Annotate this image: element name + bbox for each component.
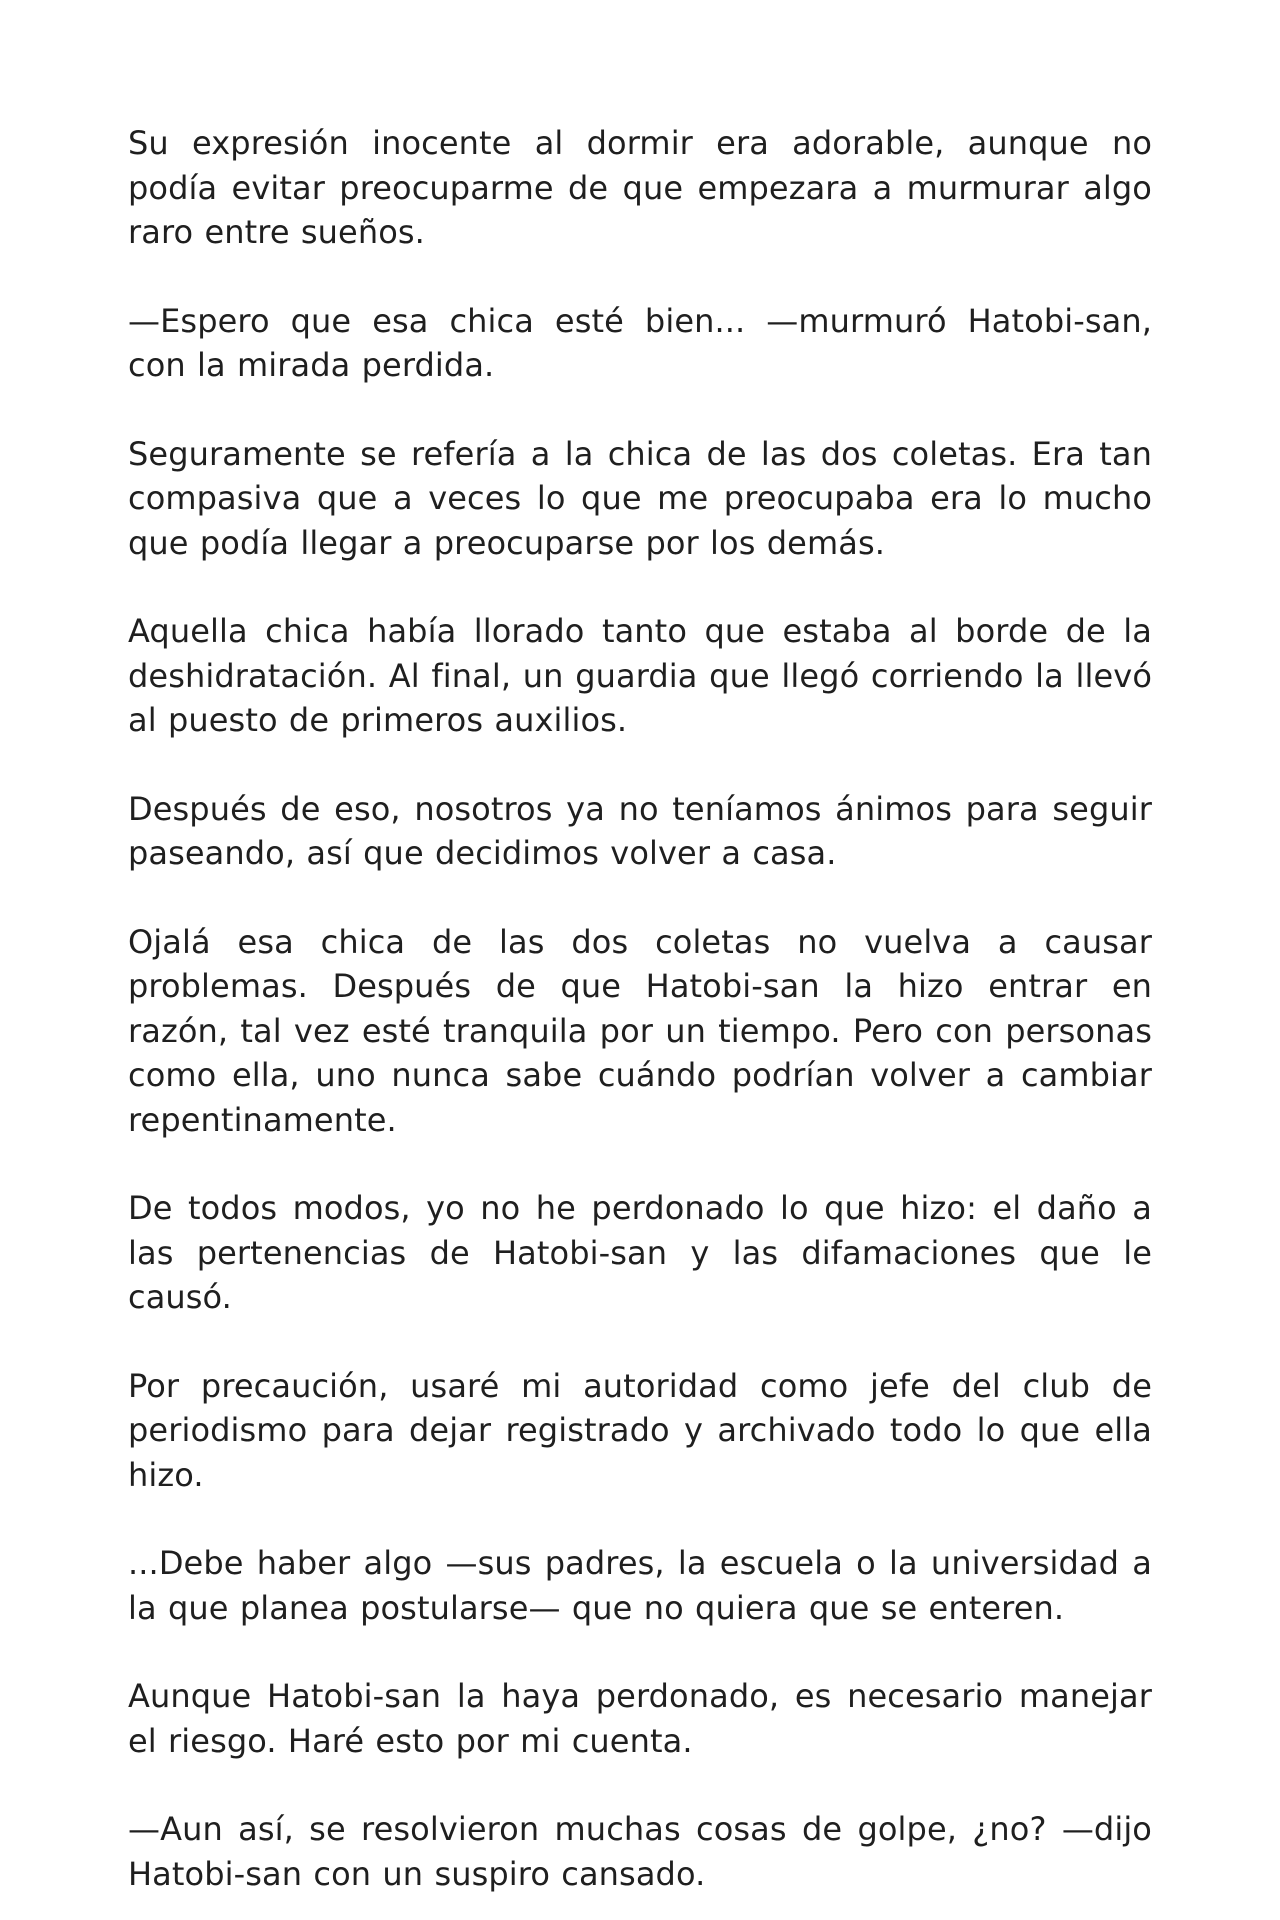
- paragraph-8: Por precaución, usaré mi autoridad como jefe del club de periodismo para dejar registrado y archivado todo lo que ella hizo.: [128, 1366, 1152, 1494]
- paragraph-1: Su expresión inocente al dormir era adorable, aunque no podía evitar preocuparme de que empezara a murmurar algo raro entre sueños.: [128, 124, 1152, 251]
- paragraph-10: Aunque Hatobi-san la haya perdonado, es necesario manejar el riesgo. Haré esto por mi cuenta.: [128, 1677, 1152, 1760]
- paragraph-3: Seguramente se refería a la chica de las dos coletas. Era tan compasiva que a veces lo que me preocupaba era lo mucho que podía llegar a preocuparse por los demás.: [128, 434, 1152, 562]
- paragraph-7: De todos modos, yo no he perdonado lo que hizo: el daño a las pertenencias de Hatobi-san y las difamaciones que le causó.: [128, 1189, 1152, 1316]
- paragraph-4: Aquella chica había llorado tanto que estaba al borde de la deshidratación. Al final, un guardia que llegó corriendo la llevó al puesto de primeros auxilios.: [128, 612, 1152, 739]
- paragraph-5: Después de eso, nosotros ya no teníamos ánimos para seguir paseando, así que decidimos volver a casa.: [128, 789, 1152, 872]
- paragraph-11: —Aun así, se resolvieron muchas cosas de golpe, ¿no? —dijo Hatobi-san con un suspiro cansado.: [128, 1810, 1152, 1893]
- paragraph-2: —Espero que esa chica esté bien... —murmuró Hatobi-san, con la mirada perdida.: [128, 301, 1152, 384]
- paragraph-6: Ojalá esa chica de las dos coletas no vuelva a causar problemas. Después de que Hatobi-san la hizo entrar en razón, tal vez esté tranquila por un tiempo. Pero con personas como ella, uno nunca sabe cuándo podrían volver a cambiar repentinamente.: [128, 922, 1152, 1139]
- paragraph-9: ...Debe haber algo —sus padres, la escuela o la universidad a la que planea postularse— que no quiera que se enteren.: [128, 1544, 1152, 1627]
